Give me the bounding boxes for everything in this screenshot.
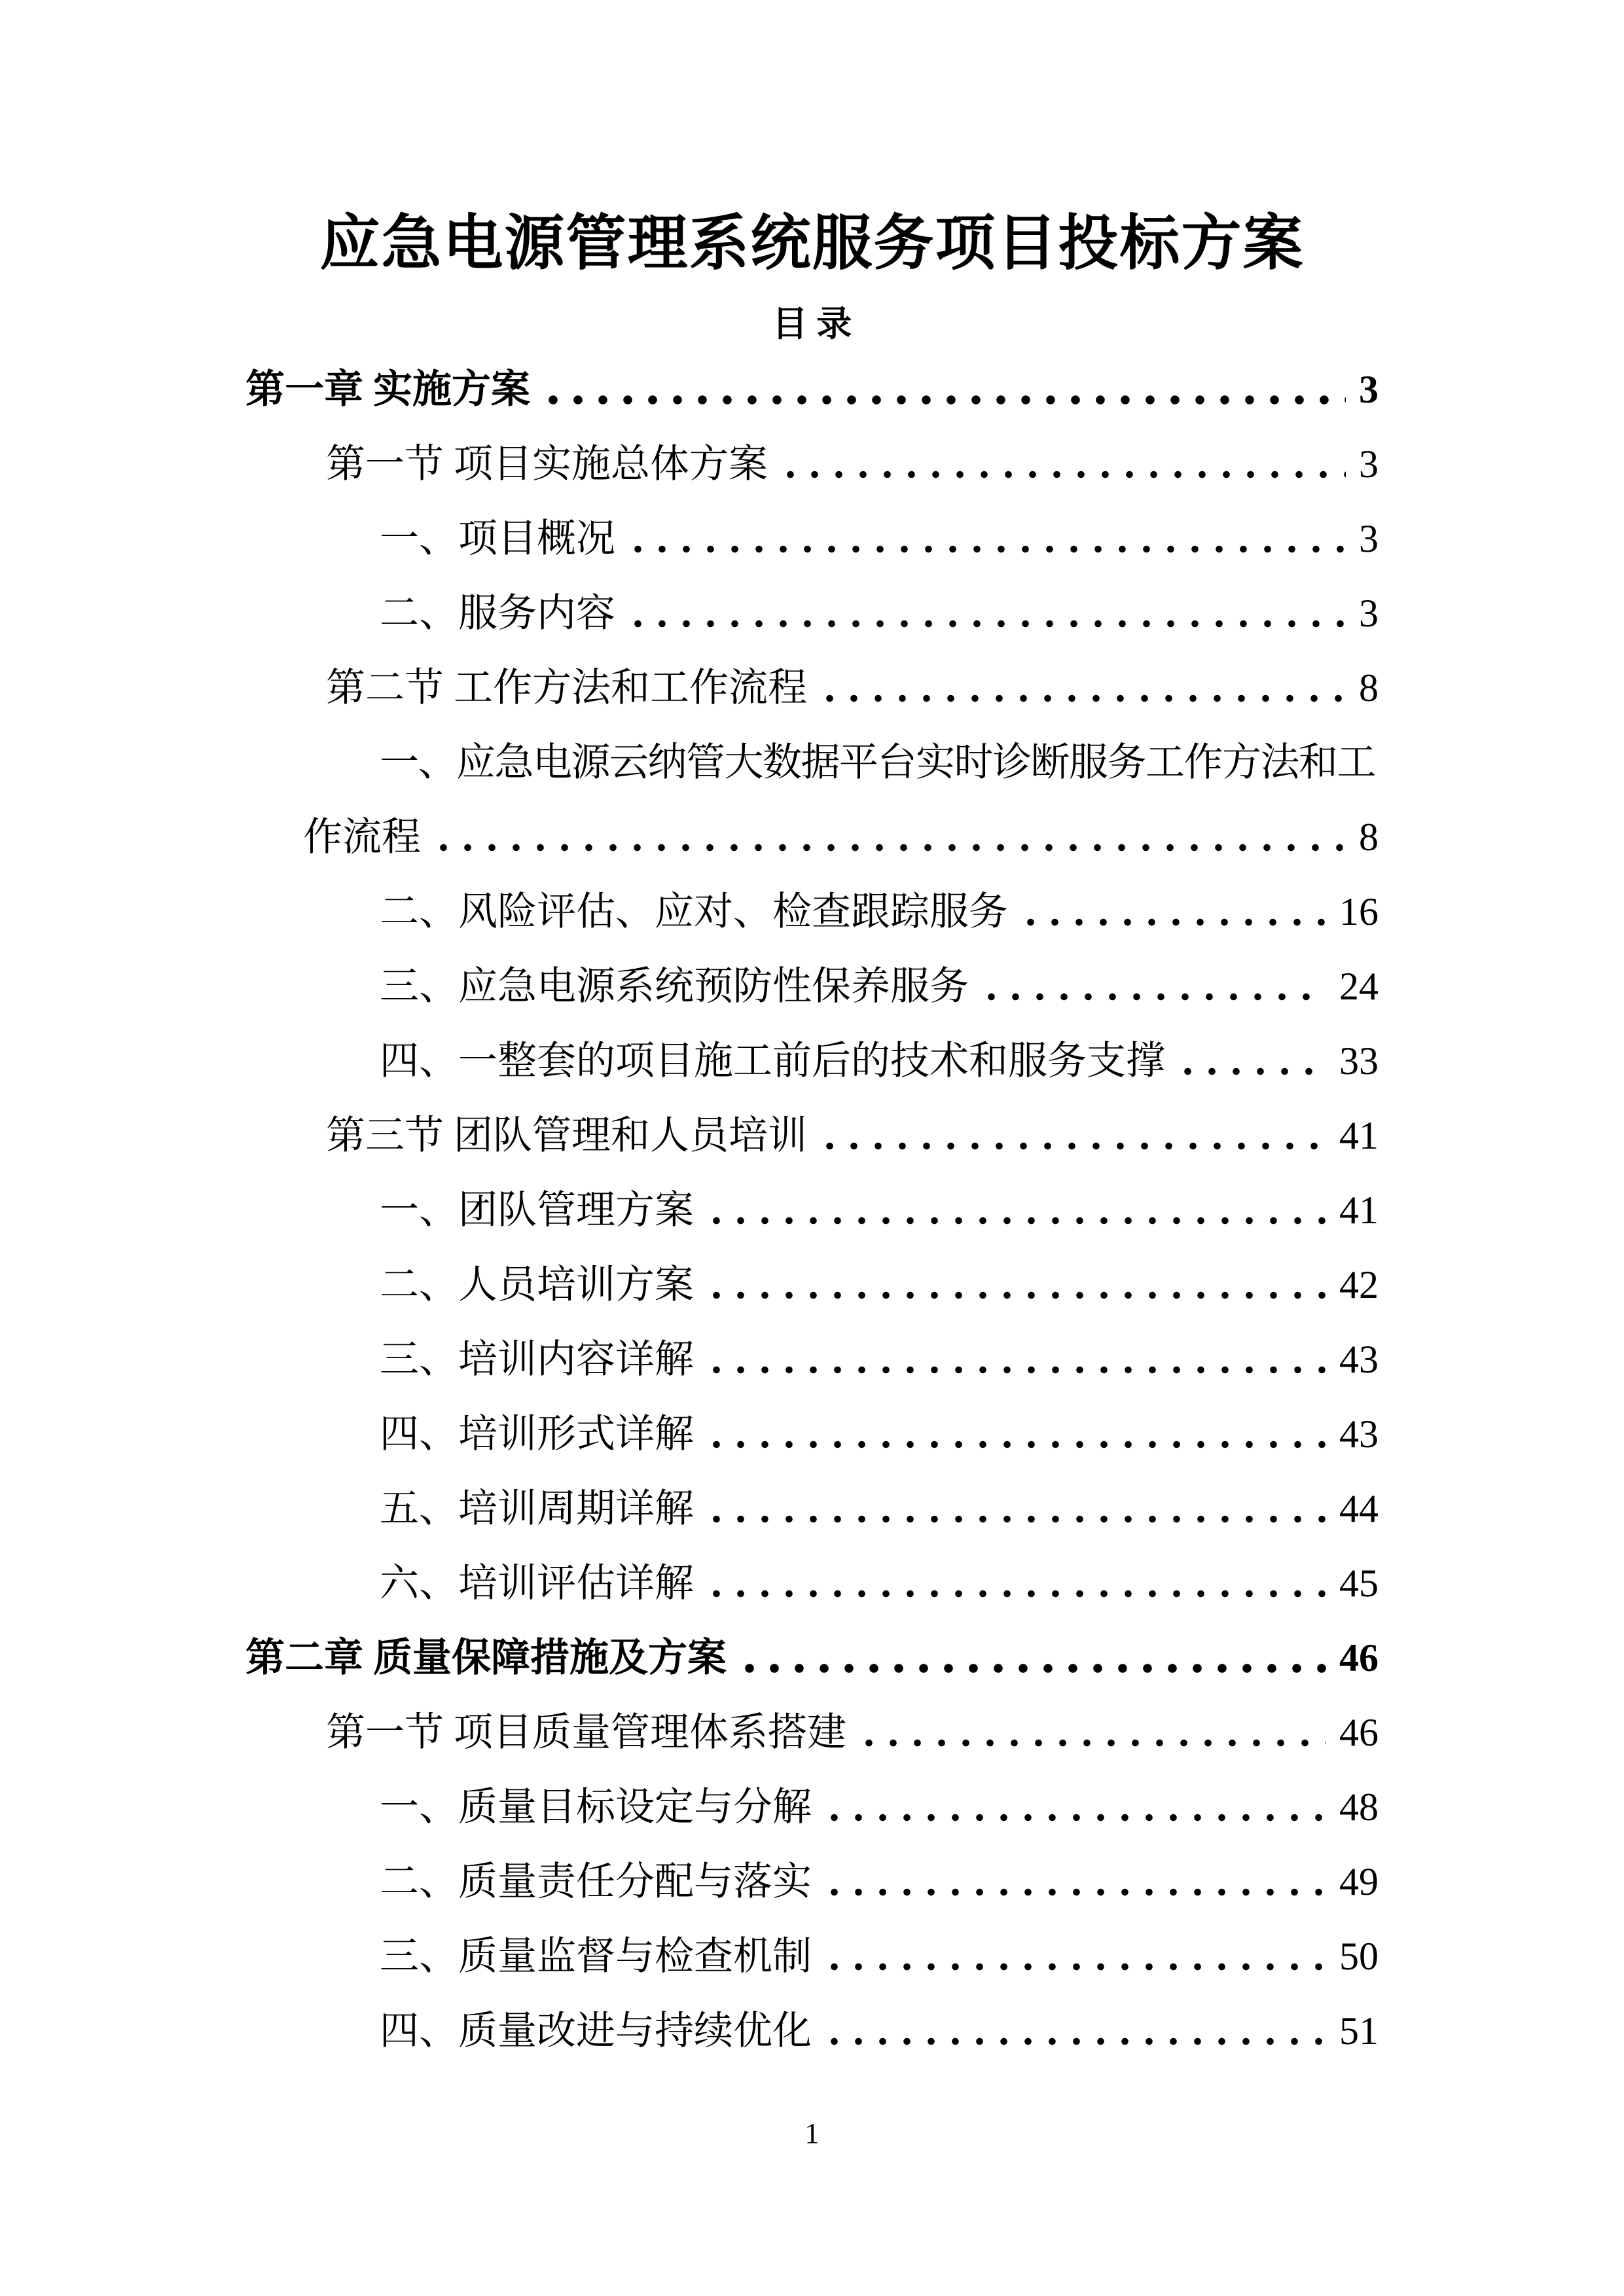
dot-leader xyxy=(822,1994,1326,2068)
toc-page-number: 3 xyxy=(1359,368,1379,411)
dot-leader xyxy=(822,1844,1326,1919)
dot-leader xyxy=(704,1247,1326,1322)
dot-leader xyxy=(737,1621,1326,1695)
dot-leader xyxy=(704,1322,1326,1397)
toc-page-number: 44 xyxy=(1339,1487,1379,1530)
toc-entry-label: 一、项目概况 xyxy=(380,517,615,560)
dot-leader xyxy=(822,1770,1326,1844)
toc-entry-label: 第二节 工作方法和工作流程 xyxy=(326,666,807,709)
toc-entry xyxy=(245,725,1379,800)
toc-page-number: 48 xyxy=(1339,1785,1379,1829)
toc-entry-label: 一、应急电源云纳管大数据平台实时诊断服务工作方法和工 xyxy=(380,741,1375,784)
dot-leader xyxy=(626,576,1346,651)
toc-page-number: 8 xyxy=(1359,666,1379,709)
toc-entry xyxy=(245,1098,1379,1173)
toc-entry xyxy=(245,1770,1379,1844)
toc-entry-label: 第一章 实施方案 xyxy=(245,368,530,411)
toc-entry xyxy=(245,1695,1379,1770)
toc-page-number: 45 xyxy=(1339,1562,1379,1605)
toc-page-number: 8 xyxy=(1359,816,1379,859)
toc-page-number: 3 xyxy=(1359,517,1379,560)
toc-entry-label: 二、风险评估、应对、检查跟踪服务 xyxy=(380,890,1008,933)
toc-page-number: 50 xyxy=(1339,1935,1379,1978)
toc-entry xyxy=(245,1621,1379,1695)
toc-page-number: 16 xyxy=(1339,890,1379,933)
toc-page-number: 46 xyxy=(1339,1711,1379,1754)
dot-leader xyxy=(822,1919,1326,1994)
toc-entry xyxy=(245,1546,1379,1621)
toc-entry xyxy=(245,874,1379,949)
table-of-contents xyxy=(245,352,1379,2068)
toc-entry-label: 五、培训周期详解 xyxy=(380,1487,694,1530)
dot-leader xyxy=(704,1546,1326,1621)
toc-entry-label: 第三节 团队管理和人员培训 xyxy=(326,1114,807,1157)
toc-entry xyxy=(245,1024,1379,1098)
toc-entry xyxy=(245,501,1379,576)
toc-entry xyxy=(245,1844,1379,1919)
toc-page-number: 43 xyxy=(1339,1412,1379,1456)
dot-leader xyxy=(818,1098,1326,1173)
toc-page-number: 46 xyxy=(1339,1636,1379,1679)
dot-leader xyxy=(979,949,1326,1024)
dot-leader xyxy=(541,352,1346,427)
toc-page-number: 49 xyxy=(1339,1860,1379,1903)
toc-entry-label: 作流程 xyxy=(303,816,421,859)
toc-entry-label: 三、质量监督与检查机制 xyxy=(380,1935,812,1978)
toc-entry-label: 一、质量目标设定与分解 xyxy=(380,1785,812,1829)
toc-entry xyxy=(245,1173,1379,1247)
page-number-footer: 1 xyxy=(804,2117,820,2149)
dot-leader xyxy=(626,501,1346,576)
dot-leader xyxy=(704,1471,1326,1546)
toc-entry xyxy=(245,1471,1379,1546)
toc-page-number: 51 xyxy=(1339,2009,1379,2053)
toc-entry-label: 四、培训形式详解 xyxy=(380,1412,694,1456)
toc-entry-label: 第二章 质量保障措施及方案 xyxy=(245,1636,727,1679)
toc-page-number: 3 xyxy=(1359,592,1379,635)
toc-entry-label: 二、人员培训方案 xyxy=(380,1263,694,1306)
toc-entry xyxy=(245,352,1379,427)
toc-entry-label: 二、服务内容 xyxy=(380,592,615,635)
toc-entry-label: 四、质量改进与持续优化 xyxy=(380,2009,812,2053)
document-title: 应急电源管理系统服务项目投标方案 xyxy=(319,210,1305,277)
toc-entry-label: 第一节 项目质量管理体系搭建 xyxy=(326,1711,846,1754)
toc-page-number: 43 xyxy=(1339,1338,1379,1381)
toc-entry-label: 第一节 项目实施总体方案 xyxy=(326,442,768,486)
toc-page-number: 42 xyxy=(1339,1263,1379,1306)
toc-page-number: 41 xyxy=(1339,1114,1379,1157)
toc-entry xyxy=(245,1247,1379,1322)
toc-entry-label: 三、应急电源系统预防性保养服务 xyxy=(380,965,969,1008)
dot-leader xyxy=(704,1173,1326,1247)
toc-page-number: 24 xyxy=(1339,965,1379,1008)
toc-entry xyxy=(245,576,1379,651)
toc-entry-label: 四、一整套的项目施工前后的技术和服务支撑 xyxy=(380,1039,1165,1083)
toc-page-number: 41 xyxy=(1339,1189,1379,1232)
toc-page-number: 33 xyxy=(1339,1039,1379,1083)
toc-entry xyxy=(245,1397,1379,1471)
toc-entry xyxy=(245,651,1379,725)
toc-entry xyxy=(245,800,1379,874)
toc-entry-label: 三、培训内容详解 xyxy=(380,1338,694,1381)
dot-leader xyxy=(857,1695,1326,1770)
toc-entry xyxy=(245,1322,1379,1397)
dot-leader xyxy=(1176,1024,1326,1098)
toc-entry xyxy=(245,949,1379,1024)
toc-page-number: 3 xyxy=(1359,442,1379,486)
toc-entry xyxy=(245,427,1379,501)
toc-entry-label: 二、质量责任分配与落实 xyxy=(380,1860,812,1903)
dot-leader xyxy=(1019,874,1326,949)
toc-entry-label: 一、团队管理方案 xyxy=(380,1189,694,1232)
toc-entry xyxy=(245,1994,1379,2068)
toc-entry xyxy=(245,1919,1379,1994)
dot-leader xyxy=(431,800,1346,874)
toc-heading: 目 录 xyxy=(772,304,852,344)
dot-leader xyxy=(704,1397,1326,1471)
dot-leader xyxy=(778,427,1346,501)
dot-leader xyxy=(818,651,1346,725)
toc-entry-label: 六、培训评估详解 xyxy=(380,1562,694,1605)
